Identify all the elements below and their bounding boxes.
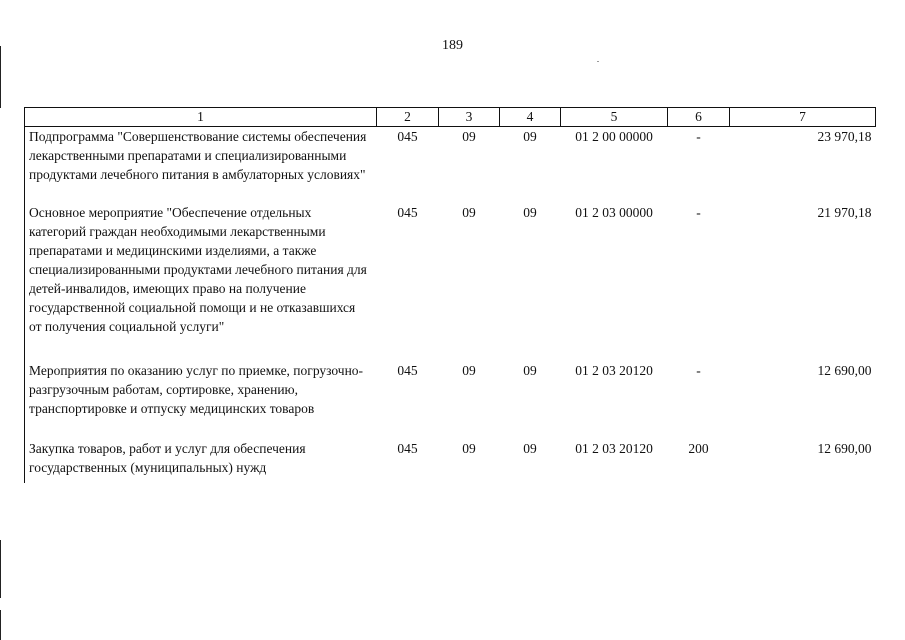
budget-table [24,107,876,483]
row-name: Основное мероприятие "Обеспечение отдельных категорий граждан необходимыми лекарственными препаратами и медицинскими изделиями, а также специализированными продуктами лечебного питания для детей-инвалидов, имеющих право на получение государственной социальной помощи и не отказавшихся от получения социальной услуги" [25,203,377,361]
header-col-6: 6 [668,108,730,127]
row-target-article: 01 2 00 00000 [575,129,653,144]
header-col-3: 3 [439,108,500,127]
row-name: Закупка товаров, работ и услуг для обеспечения государственных (муниципальных) нужд [25,439,377,483]
row-target-article: 01 2 03 20120 [575,363,653,378]
row-expense-type: - [696,363,701,378]
row-section-code: 09 [462,129,476,144]
table-row [25,361,876,439]
scan-edge-line-top [0,46,1,108]
row-ministry-code: 045 [397,363,418,378]
row-subsection-code: 09 [523,363,537,378]
row-subsection-code: 09 [523,441,537,456]
header-col-7: 7 [730,108,876,127]
row-name: Подпрограмма "Совершенствование системы обеспечения лекарственными препаратами и специализированными продуктами лечебного питания в амбулаторных условиях" [25,127,377,204]
row-expense-type: - [696,129,701,144]
row-amount: 12 690,00 [817,441,872,456]
row-ministry-code: 045 [397,441,418,456]
header-col-1: 1 [25,108,377,127]
table-row [25,439,876,483]
scan-speck [597,61,599,62]
row-amount: 12 690,00 [817,363,872,378]
row-expense-type: - [696,205,701,220]
row-amount: 21 970,18 [817,205,872,220]
table-header-row [25,108,876,127]
scan-edge-line-middle [0,540,1,598]
row-amount: 23 970,18 [817,129,872,144]
row-section-code: 09 [462,441,476,456]
row-section-code: 09 [462,363,476,378]
row-target-article: 01 2 03 20120 [575,441,653,456]
row-ministry-code: 045 [397,205,418,220]
row-subsection-code: 09 [523,205,537,220]
header-col-5: 5 [561,108,668,127]
row-section-code: 09 [462,205,476,220]
row-expense-type: 200 [688,441,709,456]
header-col-4: 4 [500,108,561,127]
page-number: 189 [442,38,463,53]
row-name: Мероприятия по оказанию услуг по приемке, погрузочно-разгрузочным работам, сортировке, хранению, транспортировке и отпуску медицинских товаров [25,361,377,439]
header-col-2: 2 [377,108,439,127]
table-row [25,203,876,361]
scan-edge-line-bottom [0,610,1,640]
table-row [25,127,876,204]
row-target-article: 01 2 03 00000 [575,205,653,220]
row-ministry-code: 045 [397,129,418,144]
row-subsection-code: 09 [523,129,537,144]
